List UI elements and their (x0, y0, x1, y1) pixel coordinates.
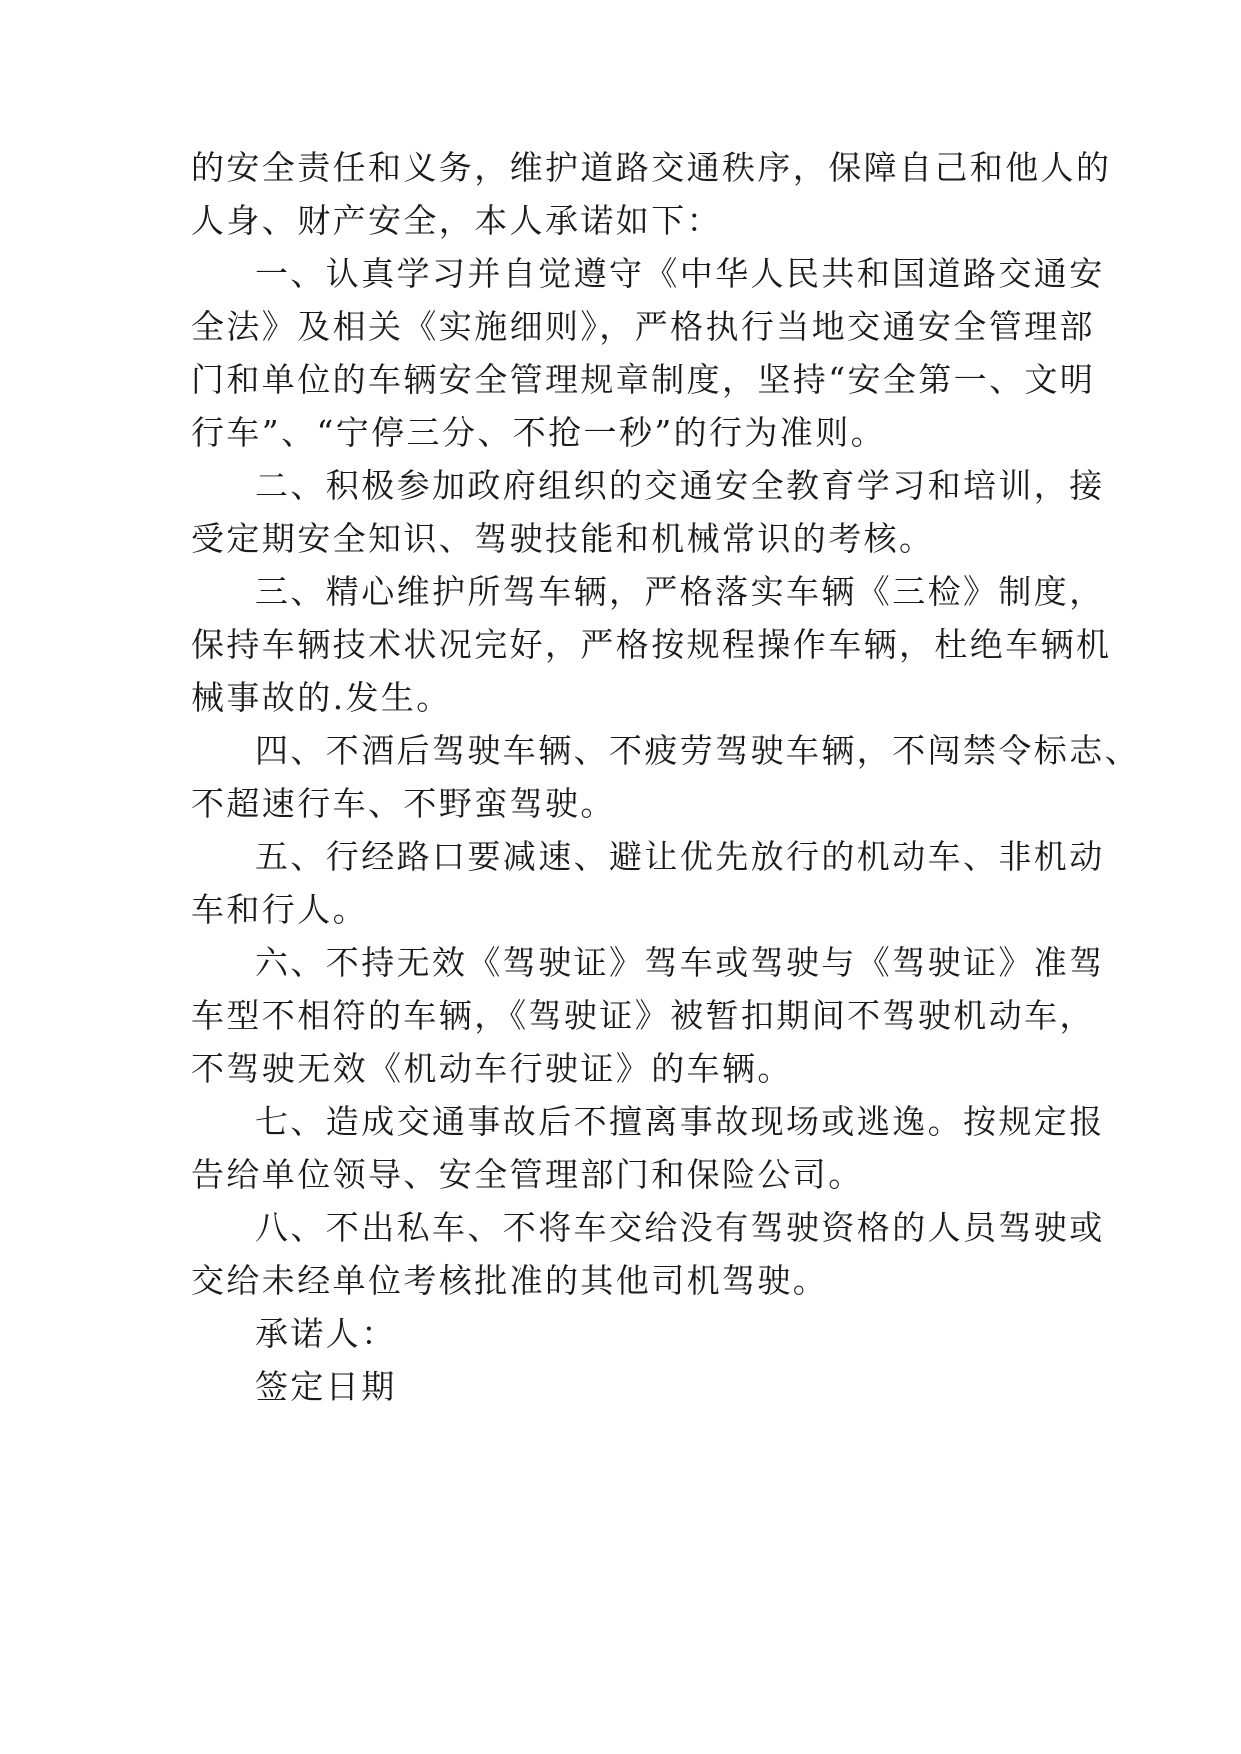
text-line: 车和行人。 (191, 890, 368, 929)
clause-4-line: 四、不酒后驾驶车辆、不疲劳驾驶车辆，不闯禁令标志、 (255, 731, 1140, 770)
text-line: 告给单位领导、安全管理部门和保险公司。 (191, 1155, 864, 1194)
text-line: 受定期安全知识、驾驶技能和机械常识的考核。 (191, 519, 935, 558)
clause-5-line: 五、行经路口要减速、避让优先放行的机动车、非机动 (255, 837, 1105, 876)
text-line: 门和单位的车辆安全管理规章制度，坚持“安全第一、文明 (191, 360, 1096, 399)
promisor-label: 承诺人： (255, 1314, 397, 1353)
text-line: 人身、财产安全，本人承诺如下： (191, 201, 722, 240)
text-line: 交给未经单位考核批准的其他司机驾驶。 (191, 1261, 829, 1300)
text-line: 不超速行车、不野蛮驾驶。 (191, 784, 616, 823)
clause-6-line: 六、不持无效《驾驶证》驾车或驾驶与《驾驶证》准驾 (255, 943, 1105, 982)
text-line: 的安全责任和义务，维护道路交通秩序，保障自己和他人的 (191, 148, 1112, 187)
clause-1-line: 一、认真学习并自觉遵守《中华人民共和国道路交通安 (255, 254, 1105, 293)
text-line: 车型不相符的车辆，《驾驶证》被暂扣期间不驾驶机动车， (191, 996, 1095, 1035)
text-line: 械事故的.发生。 (191, 678, 452, 717)
clause-2-line: 二、积极参加政府组织的交通安全教育学习和培训，接 (255, 466, 1105, 505)
clause-7-line: 七、造成交通事故后不擅离事故现场或逃逸。按规定报 (255, 1102, 1105, 1141)
text-line: 全法》及相关《实施细则》，严格执行当地交通安全管理部 (191, 307, 1095, 346)
clause-3-line: 三、精心维护所驾车辆，严格落实车辆《三检》制度， (255, 572, 1105, 611)
text-line: 不驾驶无效《机动车行驶证》的车辆。 (191, 1049, 793, 1088)
text-line: 行车”、“宁停三分、不抢一秒”的行为准则。 (191, 413, 887, 452)
text-line: 保持车辆技术状况完好，严格按规程操作车辆，杜绝车辆机 (191, 625, 1112, 664)
signing-date-label: 签定日期 (255, 1367, 397, 1406)
clause-8-line: 八、不出私车、不将车交给没有驾驶资格的人员驾驶或 (255, 1208, 1105, 1247)
